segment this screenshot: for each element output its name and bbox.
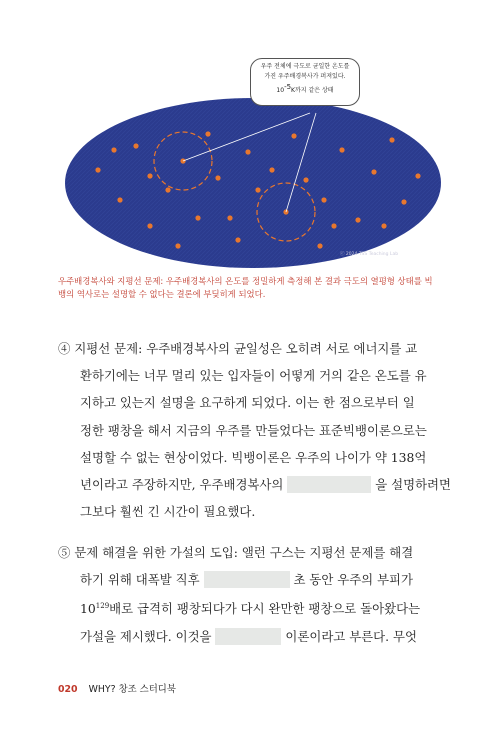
dot (317, 243, 322, 248)
para4-line-2: 환하기에는 너무 멀리 있는 입자들이 어떻게 거의 같은 온도를 유 (80, 368, 427, 384)
paragraph-horizon-problem (58, 335, 450, 525)
page-number: 020 (58, 684, 78, 695)
dot (389, 137, 394, 142)
dot (355, 217, 360, 222)
dot (415, 173, 420, 178)
para4-line-5: 설명할 수 없는 현상이었다. 빅뱅이론은 우주의 나이가 약 138억 (80, 449, 427, 465)
dot (331, 223, 336, 228)
page-footer (58, 681, 176, 695)
para4-line-1: ④ 지평선 문제: 우주배경복사의 균일성은 오히려 서로 에너지를 교 (58, 341, 418, 356)
caption-line-2: 뱅의 역사로는 설명할 수 없다는 결론에 부딪히게 되었다. (58, 288, 266, 299)
dot (291, 133, 296, 138)
dot (339, 147, 344, 152)
dot (227, 215, 232, 220)
copyright-text: ⓒ 2024 TSS Teaching Lab (340, 252, 399, 257)
callout-line-2: 가진 우주배경복사가 퍼져있다. (264, 73, 346, 80)
fill-in-blank-1[interactable] (287, 476, 371, 493)
dot (255, 187, 260, 192)
dot (195, 215, 200, 220)
book-title: WHY? 창조 스터디북 (88, 684, 176, 695)
callout-line-3: $10^{-5}K$까지 같은 상태 (276, 83, 334, 94)
caption-line-1: 우주배경복사와 지평선 문제: 우주배경복사의 온도를 정밀하게 측정해 본 결과 극도의 열평형 상태를 빅 (58, 276, 433, 286)
para4-line-3: 지하고 있는지 설명을 요구하게 되었다. 이는 한 점으로부터 일 (80, 395, 415, 411)
dot (321, 197, 326, 202)
dot (133, 143, 138, 148)
dot (371, 169, 376, 174)
dot (245, 149, 250, 154)
dot (117, 197, 122, 202)
para4-line-7: 그보다 훨씬 긴 시간이 필요했다. (80, 504, 256, 520)
callout-bubble (250, 58, 360, 106)
dot (303, 177, 308, 182)
dot (95, 167, 100, 172)
dot (111, 147, 116, 152)
para5-line-1: ⑤ 문제 해결을 위한 가설의 도입: 앨런 구스는 지평선 문제를 해결 (58, 545, 414, 560)
fill-in-blank-2[interactable] (204, 571, 290, 588)
dot (381, 223, 386, 228)
dot (205, 131, 210, 136)
paragraph-hypothesis (58, 539, 450, 650)
cmb-figure (58, 50, 448, 272)
dot (175, 243, 180, 248)
dot (235, 237, 240, 242)
dot (165, 187, 170, 192)
callout-line-1: 우주 전체에 극도로 균일한 온도를 (260, 63, 350, 70)
universe-ellipse (65, 98, 441, 268)
dot (401, 199, 406, 204)
para4-line-6: 년이라고 주장하지만, 우주배경복사의 을 설명하려면 (80, 477, 451, 493)
dot (147, 223, 152, 228)
dot (147, 173, 152, 178)
dot (215, 175, 220, 180)
fill-in-blank-3[interactable] (215, 628, 281, 645)
figure-caption (58, 275, 448, 300)
para5-line-4: 가설을 제시했다. 이것을 이론이라고 부른다. 무엇 (80, 628, 417, 644)
dot (269, 167, 274, 172)
para5-line-3: $10^{129}$배로 급격히 팽창되다가 다시 완만한 팽창으로 돌아왔다는 (80, 601, 421, 617)
para4-line-4: 정한 팽창을 해서 지금의 우주를 만들었다는 표준빅뱅이론으로는 (80, 422, 427, 438)
para5-line-2: 하기 위해 대폭발 직후 초 동안 우주의 부피가 (80, 572, 413, 588)
